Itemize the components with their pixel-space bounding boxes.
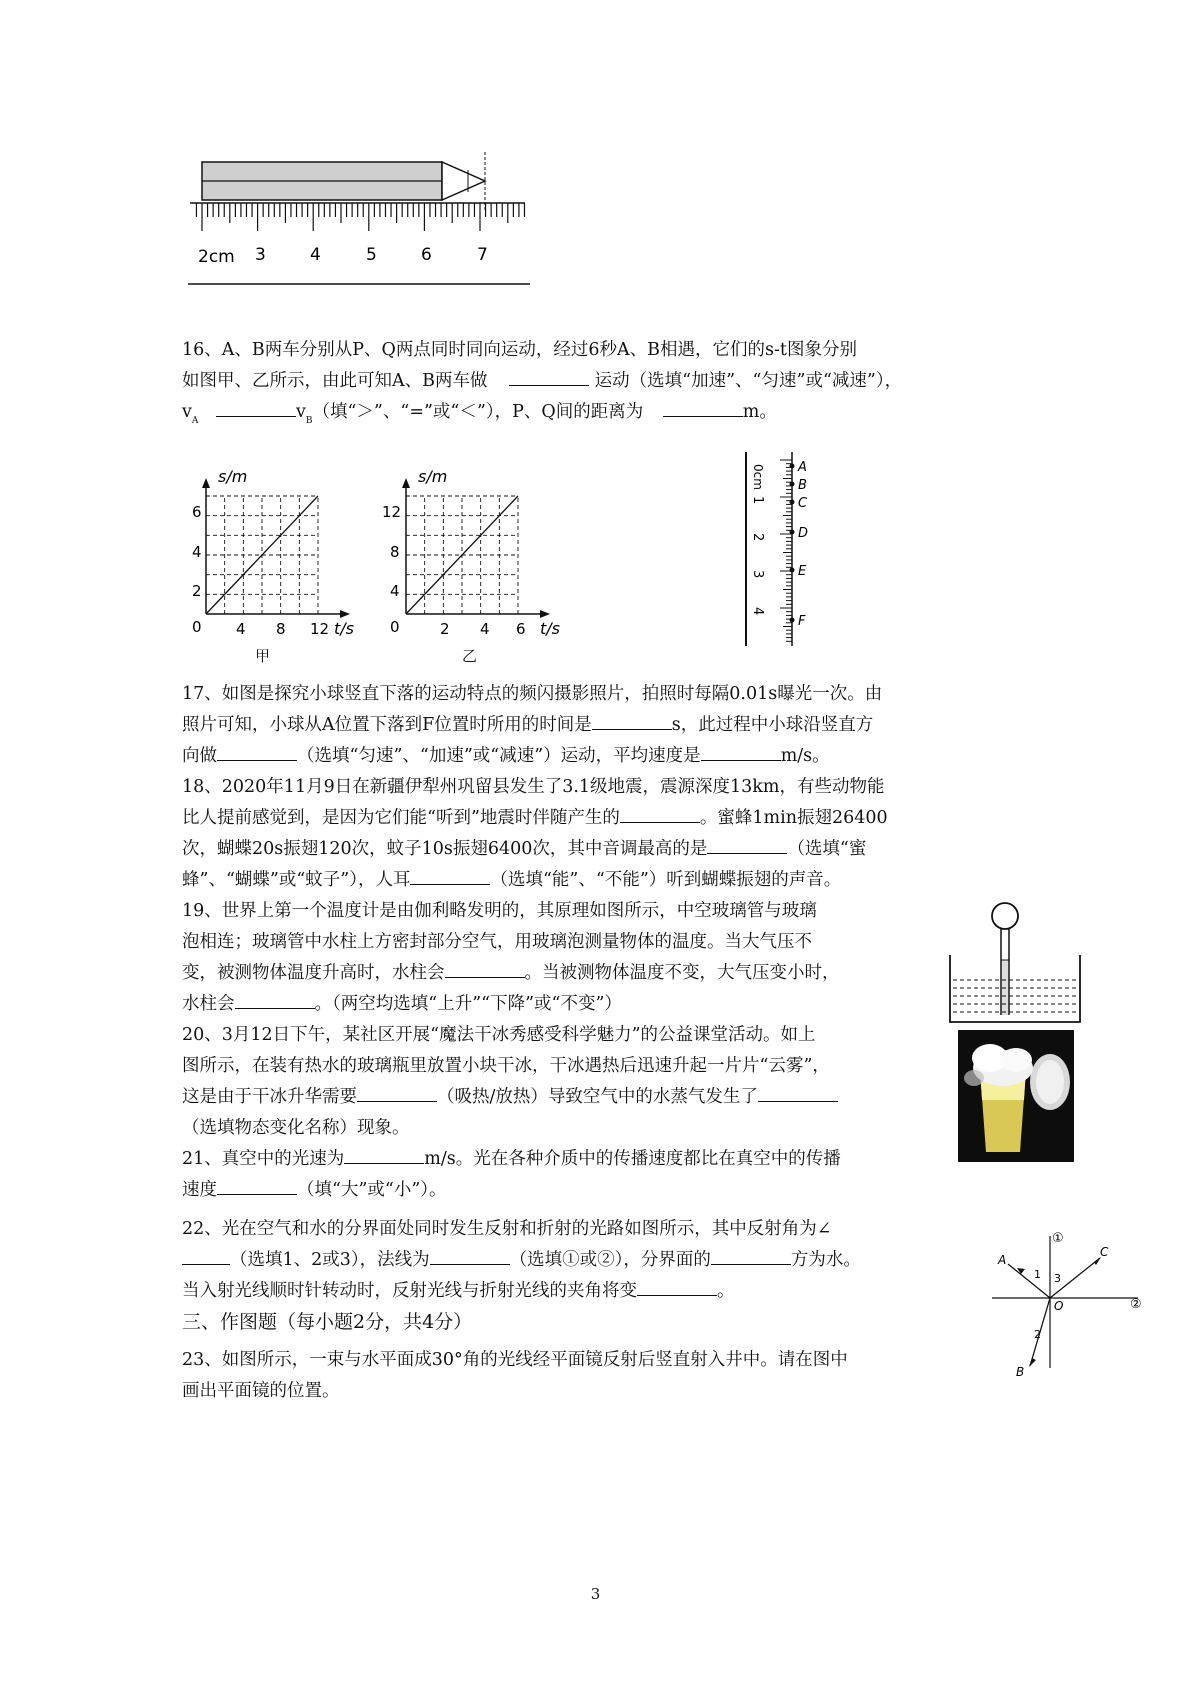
graph-jia-ytick-2: 2	[192, 582, 202, 600]
q19-blank-2[interactable]	[235, 990, 315, 1009]
q16-text-2b: 运动（选填“加速”、“匀速”或“减速”），	[594, 371, 903, 391]
graph-yi-ytick-0: 0	[390, 618, 400, 636]
graph-yi-xtick-2: 2	[440, 620, 450, 638]
q16-line2	[182, 367, 902, 395]
q17-line1: 17、如图是探究小球竖直下落的运动特点的频闪摄影照片，拍照时每隔0.01s曝光一次。由	[182, 684, 883, 704]
q20-line3: 这是由于干冰升华需要 （吸热/放热）导致空气中的水蒸气发生了	[182, 1083, 838, 1111]
graph-jia-xtick-8: 8	[276, 620, 286, 638]
q19-line4: 水柱会 。（两空均选填“上升”“下降”或“不变”）	[182, 990, 622, 1018]
q18-blank-hear[interactable]	[410, 866, 490, 885]
q20-blank-phase[interactable]	[758, 1083, 838, 1102]
graph-yi-ytick-12: 12	[382, 503, 402, 521]
graph-yi-ytick-4: 4	[390, 582, 400, 600]
ruler-label-6: 6	[421, 245, 432, 265]
light-label-B: B	[1016, 1365, 1025, 1378]
graph-jia-x-arrow	[340, 610, 350, 618]
graph-jia-ytick-6: 6	[192, 503, 202, 521]
flash-ruler-figure	[740, 450, 820, 650]
flash-point-D-dot	[790, 530, 795, 535]
galileo-thermometer-figure	[945, 900, 1085, 1025]
q18-line1: 18、2020年11月9日在新疆伊犁州巩留县发生了3.1级地震，震源深度13km，有些动物能	[182, 777, 885, 797]
ruler-figure	[180, 150, 540, 290]
q18-line2: 比人提前感觉到，是因为它们能“听到”地震时伴随产生的 。蜜蜂1min振翅26400	[182, 804, 888, 832]
q16-blank-compare[interactable]	[216, 398, 296, 417]
light-label-normal: ①	[1052, 1231, 1064, 1246]
flash-point-E-dot	[790, 568, 795, 573]
q19-line1: 19、世界上第一个温度计是由伽利略发明的，其原理如图所示，中空玻璃管与玻璃	[182, 901, 817, 921]
graph-jia-y-arrow	[202, 478, 210, 488]
light-label-2: 2	[1034, 1328, 1041, 1341]
q23-line1: 23、如图所示，一束与水平面成30°角的光线经平面镜反射后竖直射入井中。请在图中	[182, 1350, 848, 1370]
pencil-tip	[442, 162, 485, 200]
graph-yi-ytick-8: 8	[390, 543, 400, 561]
flash-ruler-num-4: 4	[750, 607, 765, 616]
q23-line2: 画出平面镜的位置。	[182, 1381, 340, 1401]
q17-blank-motion[interactable]	[217, 742, 297, 761]
flash-point-E: E	[798, 564, 807, 579]
ruler-label-7: 7	[477, 245, 488, 265]
light-label-3: 3	[1054, 1272, 1061, 1285]
q18-line4: 蜂”、“蝴蝶”或“蚊子”），人耳 （选填“能”、“不能”）听到蝴蝶振翅的声音。	[182, 866, 841, 894]
graph-jia-xtick-12: 12	[310, 620, 330, 638]
q22-line1: 22、光在空气和水的分界面处同时发生反射和折射的光路如图所示，其中反射角为∠	[182, 1219, 832, 1239]
q17-blank-speed[interactable]	[701, 742, 781, 761]
light-label-C: C	[1100, 1245, 1109, 1259]
light-label-A: A	[998, 1253, 1007, 1267]
graph-yi-y-arrow	[402, 478, 410, 488]
ruler-label-4: 4	[310, 245, 321, 265]
flash-point-F: F	[798, 614, 806, 629]
flash-point-B: B	[798, 478, 807, 493]
q22-line2: （选填1、2或3），法线为 （选填①或②），分界面的 方为水。	[182, 1246, 861, 1274]
ruler-ticks	[196, 203, 524, 231]
graph-jia-xlabel: t/s	[334, 619, 354, 638]
q20-line1: 20、3月12日下午，某社区开展“魔法干冰秀感受科学魅力”的公益课堂活动。如上	[182, 1025, 816, 1045]
ruler-label-3: 3	[255, 245, 266, 265]
ruler-label-5: 5	[366, 245, 377, 265]
q17-line3: 向做 （选填“匀速”、“加速”或“减速”）运动，平均速度是 m/s。	[182, 742, 830, 770]
flash-point-B-dot	[790, 482, 795, 487]
q16-text-3b: （填“＞”、“=”或“＜”），P、Q间的距离为	[312, 402, 644, 422]
q16-line1: 16、A、B两车分别从P、Q两点同时同向运动，经过6秒A、B相遇，它们的s-t图象分别	[182, 340, 857, 360]
flash-point-A: A	[798, 460, 807, 475]
graph-yi	[382, 462, 572, 642]
light-label-interface: ②	[1130, 1297, 1142, 1312]
flash-point-D: D	[798, 526, 809, 541]
graph-jia-ytick-0: 0	[192, 618, 202, 636]
q22-blank-angle[interactable]	[182, 1246, 230, 1265]
flash-ruler-num-2: 2	[750, 533, 765, 542]
q20-blank-heat[interactable]	[357, 1083, 437, 1102]
ray-A	[1008, 1264, 1050, 1298]
q22-blank-change[interactable]	[637, 1277, 717, 1296]
graph-yi-xtick-4: 4	[480, 620, 490, 638]
flash-ruler-num-3: 3	[750, 570, 765, 579]
q19-line3: 变，被测物体温度升高时，水柱会 。当被测物体温度不变，大气压变小时，	[182, 959, 840, 987]
graph-yi-xtick-6: 6	[516, 620, 526, 638]
q16-blank-distance[interactable]	[663, 398, 743, 417]
q18-line3: 次，蝴蝶20s振翅120次，蚊子10s振翅6400次，其中音调最高的是 （选填“蜜	[182, 835, 866, 863]
light-label-1: 1	[1034, 1268, 1041, 1281]
q17-blank-time[interactable]	[592, 711, 672, 730]
q16-line3: $v_A$ $v_B$（填“＞”、“=”或“＜”），P、Q间的距离为 m。	[182, 398, 777, 435]
graph-jia-ytick-4: 4	[192, 543, 202, 561]
flash-point-A-dot	[790, 464, 795, 469]
graph-yi-ylabel: s/m	[418, 467, 448, 486]
page-number: 3	[590, 1585, 601, 1603]
q21-blank-speed[interactable]	[344, 1145, 424, 1164]
graph-jia-xtick-4: 4	[236, 620, 246, 638]
q22-line3: 当入射光线顺时针转动时，反射光线与折射光线的夹角将变 。	[182, 1277, 735, 1305]
q18-blank-sound[interactable]	[620, 804, 700, 823]
graph-yi-xlabel: t/s	[540, 619, 560, 638]
graph-yi-x-arrow	[540, 610, 550, 618]
light-path-figure	[990, 1228, 1150, 1378]
q22-blank-side[interactable]	[711, 1246, 791, 1265]
q18-blank-pitch[interactable]	[707, 835, 787, 854]
flash-point-F-dot	[790, 618, 795, 623]
graph-yi-caption: 乙	[462, 647, 478, 665]
graph-jia	[182, 462, 372, 642]
q16-text-2a: 如图甲、乙所示，由此可知A、B两车做	[182, 371, 488, 391]
q20-line2: 图所示，在装有热水的玻璃瓶里放置小块干冰，干冰遇热后迅速升起一片片“云雾”，	[182, 1056, 830, 1076]
ruler-label-2cm: 2cm	[198, 247, 235, 267]
graph-jia-ylabel: s/m	[218, 467, 248, 486]
light-label-O: O	[1054, 1299, 1064, 1313]
q19-blank-1[interactable]	[445, 959, 525, 978]
dry-ice-photo	[958, 1030, 1074, 1162]
flash-ruler-unit: 0cm	[751, 464, 765, 490]
q21-line1: 21、真空中的光速为 m/s。光在各种介质中的传播速度都比在真空中的传播	[182, 1145, 841, 1173]
q21-line2: 速度 （填“大”或“小”）。	[182, 1176, 447, 1204]
flash-ruler-num-1: 1	[750, 496, 765, 505]
graph-jia-caption: 甲	[255, 647, 271, 665]
q21-blank-compare[interactable]	[217, 1176, 297, 1195]
flash-point-C-dot	[790, 500, 795, 505]
section-3-title: 三、作图题（每小题2分，共4分）	[182, 1311, 473, 1333]
flash-point-C: C	[798, 496, 808, 511]
q19-line2: 泡相连；玻璃管中水柱上方密封部分空气，用玻璃泡测量物体的温度。当大气压不	[182, 932, 812, 952]
q16-blank-motion[interactable]	[509, 367, 589, 386]
q17-line2: 照片可知，小球从A位置下落到F位置时所用的时间是 s，此过程中小球沿竖直方	[182, 711, 873, 739]
glass-bulb	[992, 903, 1018, 929]
q20-line4: （选填物态变化名称）现象。	[182, 1118, 410, 1138]
q22-blank-normal[interactable]	[430, 1246, 510, 1265]
